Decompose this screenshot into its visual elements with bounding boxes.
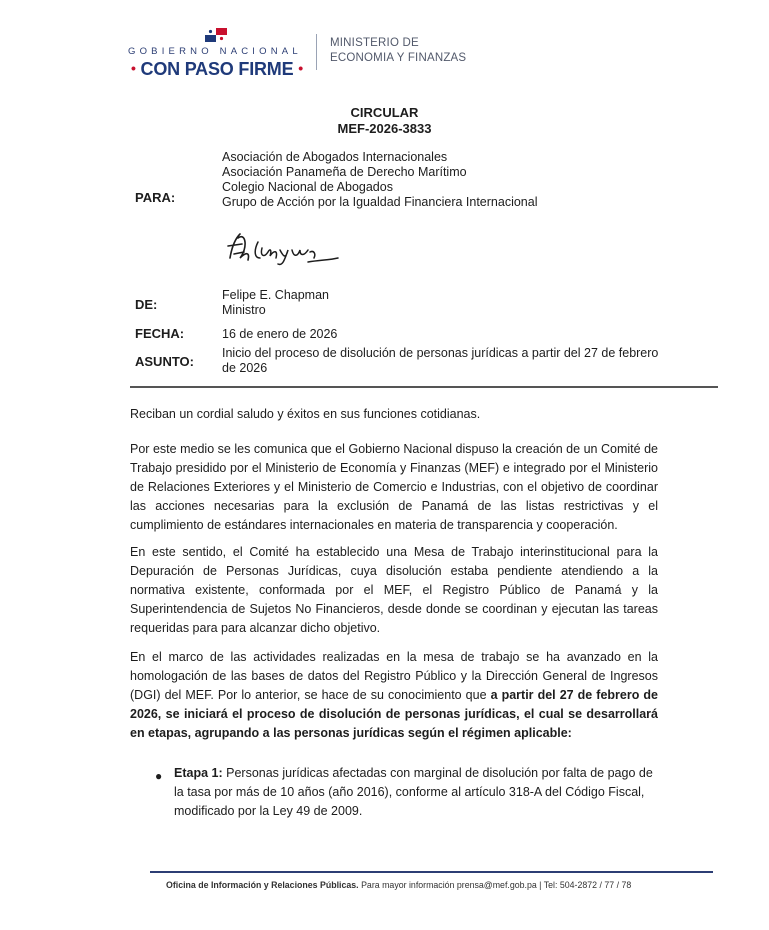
- fecha-value: 16 de enero de 2026: [222, 327, 338, 341]
- ministry-line-2: ECONOMIA Y FINANZAS: [330, 52, 467, 64]
- announcement-bold-text: a partir del 27 de febrero de 2026, se iniciará el proceso de disolución de personas jurídicas, el cual se desarrollará en etapas, agrupando a las personas jurídicas según el régimen aplicable:: [130, 688, 658, 740]
- de-name: Felipe E. Chapman: [222, 288, 330, 302]
- paragraph-announcement: [130, 648, 658, 743]
- etapa-1-item: [174, 764, 664, 821]
- header-divider: [316, 34, 317, 70]
- greeting-paragraph: Reciban un cordial saludo y éxitos en sus funciones cotidianas.: [130, 407, 481, 421]
- announcement-text: En el marco de las actividades realizadas en la mesa de trabajo se ha avanzado en la homologación de las bases de datos del Registro Público y la Dirección General de Ingresos (DGI) del MEF. Por lo anterior, se hace de su conocimiento que: [130, 650, 658, 702]
- bullet-dot-icon: •: [298, 60, 303, 76]
- header-rule: [130, 386, 718, 388]
- recipient-4: Grupo de Acción por la Igualdad Financiera Internacional: [222, 195, 538, 209]
- circular-title: CIRCULAR: [350, 105, 419, 120]
- recipient-2: Asociación Panameña de Derecho Marítimo: [222, 165, 467, 179]
- recipient-3: Colegio Nacional de Abogados: [222, 180, 393, 194]
- de-role: Ministro: [222, 303, 266, 317]
- footer-contact: Para mayor información prensa@mef.gob.pa | Tel: 504-2872 / 77 / 78: [358, 880, 632, 890]
- bullet-icon: ●: [155, 769, 163, 783]
- footer-rule: [150, 871, 713, 873]
- asunto-line-2: de 2026: [222, 361, 268, 375]
- asunto-label: ASUNTO:: [135, 354, 194, 369]
- etapa-1-label: Etapa 1:: [174, 766, 223, 780]
- asunto-line-1: Inicio del proceso de disolución de personas jurídicas a partir del 27 de febrero: [222, 346, 659, 360]
- etapa-1-text: Personas jurídicas afectadas con marginal de disolución por falta de pago de la tasa por más de 10 años (año 2016), conforme al artículo 318-A del Código Fiscal, modificado por la Ley 49 de 2009.: [174, 766, 653, 818]
- slogan-text: CON PASO FIRME: [140, 59, 294, 79]
- footer-office: Oficina de Información y Relaciones Públicas.: [166, 880, 359, 890]
- paragraph-mesa-trabajo: En este sentido, el Comité ha establecido una Mesa de Trabajo interinstitucional para la Depuración de Personas Jurídicas, cuya disolución estaba pendiente atendiendo a la normativa existente, conformada por el MEF, el Registro Público de Panamá y la Superintendencia de Sujetos No Financieros, desde donde se coordinan y ejecutan las tareas requeridas para para alcanzar dicho objetivo.: [130, 545, 658, 635]
- ministry-line-1: MINISTERIO DE: [330, 37, 419, 49]
- slogan: [131, 59, 303, 80]
- signature-image: [224, 228, 340, 268]
- circular-number: MEF-2026-3833: [337, 121, 432, 136]
- gobierno-nacional-text: GOBIERNO NACIONAL: [128, 46, 302, 57]
- para-label: PARA:: [135, 190, 176, 205]
- panama-flag-icon: [205, 28, 227, 42]
- footer: [166, 880, 631, 890]
- recipient-1: Asociación de Abogados Internacionales: [222, 150, 448, 164]
- fecha-label: FECHA:: [135, 326, 185, 341]
- bullet-dot-icon: •: [131, 60, 136, 76]
- de-label: DE:: [135, 297, 158, 312]
- paragraph-committee: Por este medio se les comunica que el Gobierno Nacional dispuso la creación de un Comité de Trabajo presidido por el Ministerio de Economía y Finanzas (MEF) e integrado por el Ministerio de Relaciones Exteriores y el Ministerio de Comercio e Industrias, con el objetivo de coordinar las acciones necesarias para la exclusión de Panamá de las listas restrictivas y el cumplimiento de estándares internacionales en materia de transparencia y cooperación.: [130, 442, 658, 532]
